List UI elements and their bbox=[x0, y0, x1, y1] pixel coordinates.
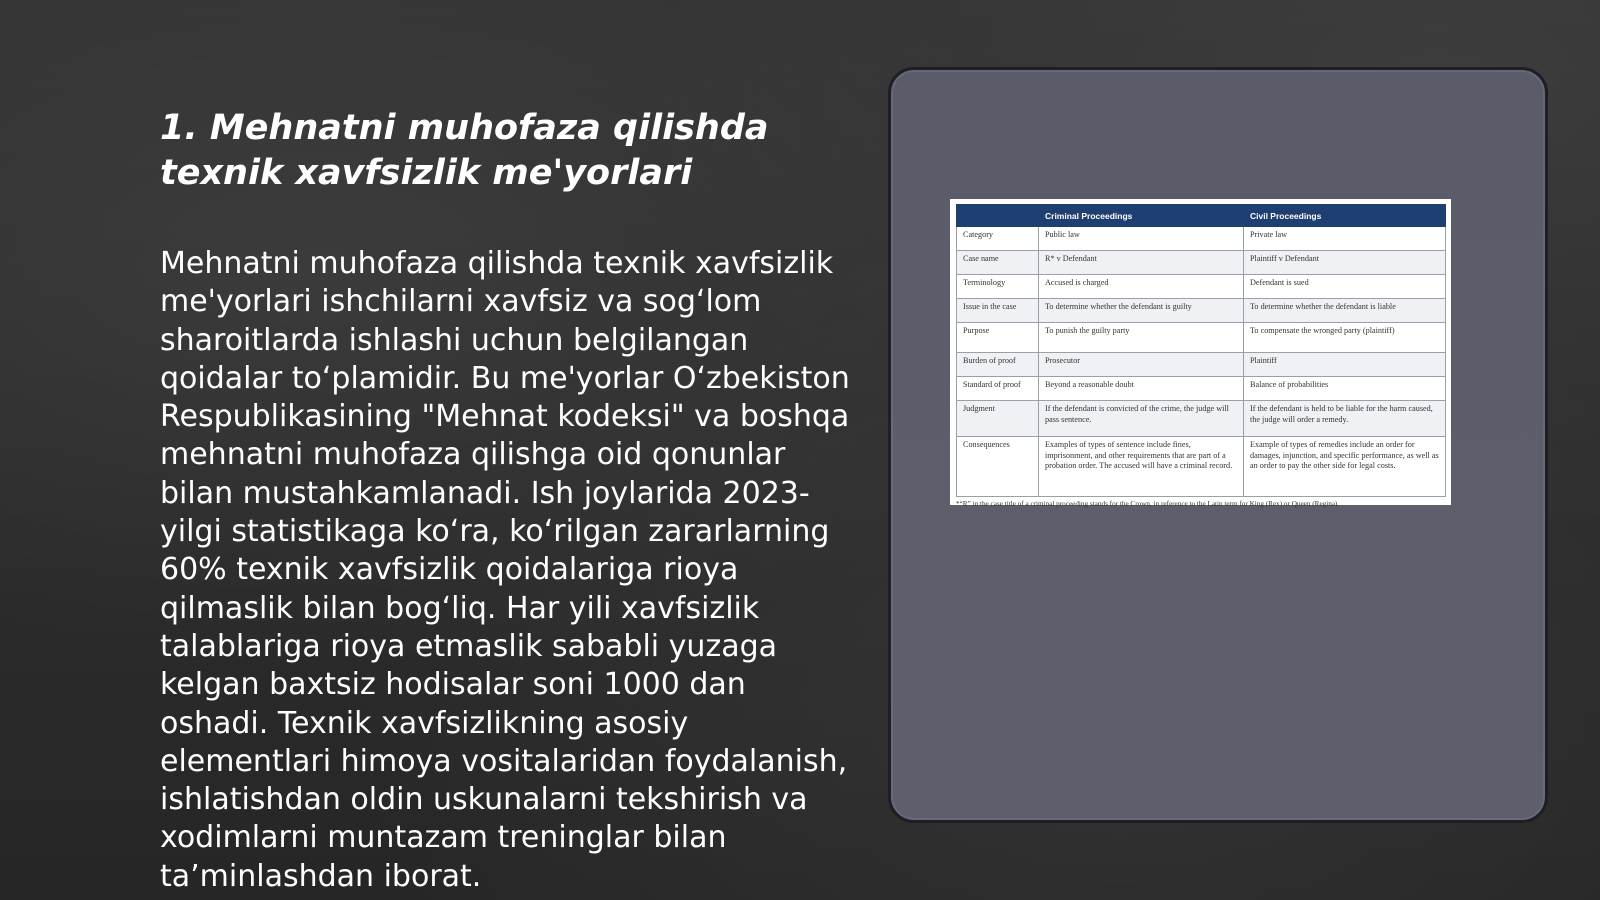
criminal-cell: To punish the guilty party bbox=[1039, 323, 1244, 353]
row-label: Burden of proof bbox=[957, 353, 1039, 377]
slide-title: 1. Mehnatni muhofaza qilishda texnik xavfsizlik me'yorlari bbox=[160, 108, 769, 193]
civil-cell: Example of types of remedies include an order for damages, injunction, and specific performance, as well as an order to pay the other side for legal costs. bbox=[1244, 437, 1446, 497]
table-row bbox=[957, 275, 1446, 299]
table-row bbox=[957, 401, 1446, 437]
criminal-cell: Examples of types of sentence include fines, imprisonment, and other requirements that are part of a probation order. The accused will have a criminal record. bbox=[1039, 437, 1244, 497]
criminal-cell: Prosecutor bbox=[1039, 353, 1244, 377]
row-label: Consequences bbox=[957, 437, 1039, 497]
criminal-cell: Public law bbox=[1039, 227, 1244, 251]
table-row bbox=[957, 353, 1446, 377]
table-row bbox=[957, 251, 1446, 275]
criminal-cell: Beyond a reasonable doubt bbox=[1039, 377, 1244, 401]
table-row bbox=[957, 299, 1446, 323]
row-label: Judgment bbox=[957, 401, 1039, 437]
criminal-cell: Accused is charged bbox=[1039, 275, 1244, 299]
row-label: Terminology bbox=[957, 275, 1039, 299]
civil-cell: Balance of probabilities bbox=[1244, 377, 1446, 401]
table-row bbox=[957, 227, 1446, 251]
table-header-cell bbox=[957, 205, 1039, 227]
civil-cell: Private law bbox=[1244, 227, 1446, 251]
civil-cell: Plaintiff v Defendant bbox=[1244, 251, 1446, 275]
civil-cell: To compensate the wronged party (plaintiff) bbox=[1244, 323, 1446, 353]
row-label: Purpose bbox=[957, 323, 1039, 353]
row-label: Standard of proof bbox=[957, 377, 1039, 401]
table-row bbox=[957, 377, 1446, 401]
comparison-table bbox=[956, 204, 1446, 497]
table-header-row bbox=[957, 205, 1446, 227]
comparison-table-image bbox=[950, 199, 1451, 508]
table-row bbox=[957, 437, 1446, 497]
criminal-cell: If the defendant is convicted of the crime, the judge will pass sentence. bbox=[1039, 401, 1244, 437]
slide-body-text: Mehnatni muhofaza qilishda texnik xavfsizlik me'yorlari ishchilarni xavfsiz va sog‘lom sharoitlarda ishlashi uchun belgilangan qoidalar to‘plamidir. Bu me'yorlar O‘zbekiston Respublikasining "Mehnat kodeksi" va boshqa mehnatni muhofaza qilishga oid qonunlar bilan mustahkamlanadi. Ish joylarida 2023-yilgi statistikaga ko‘ra, ko‘rilgan zararlarning 60% texnik xavfsizlik qoidalariga rioya qilmaslik bilan bog‘liq. Har yili xavfsizlik talablariga rioya etmaslik sababli yuzaga kelgan baxtsiz hodisalar soni 1000 dan oshadi. Texnik xavfsizlikning asosiy elementlari himoya vositalaridan foydalanish, ishlatishdan oldin uskunalarni tekshirish va xodimlarni muntazam treninglar bilan ta’minlashdan iborat. bbox=[160, 246, 850, 894]
row-label: Issue in the case bbox=[957, 299, 1039, 323]
table-header-cell: Civil Proceedings bbox=[1244, 205, 1446, 227]
table-header-cell: Criminal Proceedings bbox=[1039, 205, 1244, 227]
criminal-cell: R* v Defendant bbox=[1039, 251, 1244, 275]
civil-cell: Plaintiff bbox=[1244, 353, 1446, 377]
row-label: Category bbox=[957, 227, 1039, 251]
criminal-cell: To determine whether the defendant is guilty bbox=[1039, 299, 1244, 323]
civil-cell: To determine whether the defendant is liable bbox=[1244, 299, 1446, 323]
row-label: Case name bbox=[957, 251, 1039, 275]
civil-cell: Defendant is sued bbox=[1244, 275, 1446, 299]
table-footnote: *“R” in the case title of a criminal proceeding stands for the Crown, in reference to the Latin term for King (Rex) or Queen (Regina). bbox=[956, 500, 1340, 508]
civil-cell: If the defendant is held to be liable for the harm caused, the judge will order a remedy. bbox=[1244, 401, 1446, 437]
table-row bbox=[957, 323, 1446, 353]
